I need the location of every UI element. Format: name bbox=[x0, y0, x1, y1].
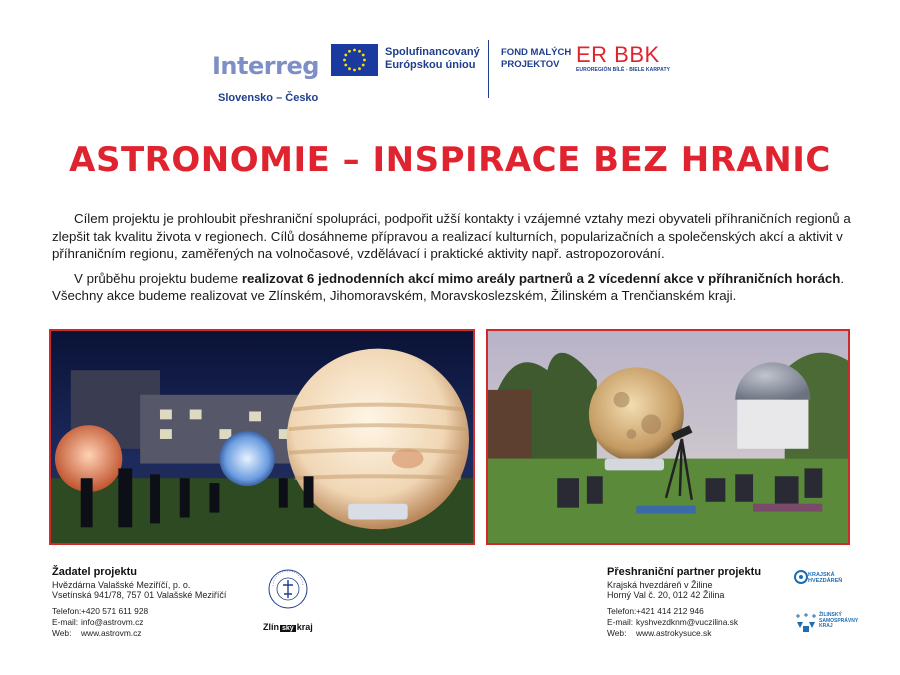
er-bbk-subtitle: EUROREGIÓN BÍLÉ - BIELE KARPATY bbox=[576, 67, 671, 73]
fond-malych-projektov-text: FOND MALÝCH PROJEKTOV bbox=[501, 47, 572, 70]
er-bbk-wordmark: ER BBK bbox=[576, 42, 660, 67]
partner-web[interactable]: www.astrokysuce.sk bbox=[636, 627, 712, 638]
intro-paragraph-1: Cílem projektu je prohloubit přeshraniční spolupráci, podpořit užší kontakty i vzájemné vztahy mezi obyvateli příhraničních regionů a zlepšit tak kvalitu života v regionech. Cílů dosáhneme přípravou a realizací kulturních, popularizačních a společenských akcí a aktivit v příhraničním regionu, zaměřených na volnočasové, vzdělávací i praktické aktivity např. astropozorování. bbox=[52, 211, 851, 262]
applicant-name: Hvězdárna Valašské Meziříčí, p. o. bbox=[52, 579, 191, 590]
applicant-contacts: Telefon: +420 571 611 928 E-mail: info@astrovm.cz Web: www.astrovm.cz bbox=[52, 605, 149, 638]
applicant-email[interactable]: info@astrovm.cz bbox=[81, 616, 144, 627]
interreg-region: Slovensko – Česko bbox=[218, 92, 319, 104]
er-bbk-logo bbox=[576, 42, 670, 73]
eu-cofinanced-text: Spolufinancovaný Európskou úniou bbox=[385, 46, 480, 71]
krajska-hvezdaren-logo-text: KRAJSKÁ HVEZDÁREŇ bbox=[808, 572, 843, 584]
applicant-phone: +420 571 611 928 bbox=[81, 605, 149, 616]
partner-phone: +421 414 212 946 bbox=[636, 605, 704, 616]
interreg-wordmark: Interreg bbox=[212, 52, 319, 80]
applicant-heading: Žadatel projektu bbox=[52, 566, 137, 578]
partner-contacts: Telefon: +421 414 212 946 E-mail: kyshvezdknm@vuczilina.sk Web: www.astrokysuce.sk bbox=[607, 605, 739, 638]
logo-divider bbox=[488, 40, 489, 98]
hvezdarna-seal-icon bbox=[267, 568, 309, 610]
interreg-logo bbox=[212, 52, 324, 80]
applicant-address: Vsetínská 941/78, 757 01 Valašské Meziříčí bbox=[52, 590, 227, 601]
photo-inflatable-planets-night bbox=[49, 329, 475, 545]
photo-moon-globe-observatory bbox=[486, 329, 850, 545]
partner-name: Krajská hvezdáreň v Žiline bbox=[607, 579, 713, 590]
intro-text bbox=[52, 210, 852, 312]
partner-heading: Přeshraniční partner projektu bbox=[607, 566, 762, 578]
partner-block bbox=[607, 567, 797, 639]
partner-address: Horný Val č. 20, 012 42 Žilina bbox=[607, 590, 725, 601]
eu-flag-icon bbox=[331, 44, 378, 76]
partner-email[interactable]: kyshvezdknm@vuczilina.sk bbox=[636, 616, 739, 627]
page-title: ASTRONOMIE – INSPIRACE BEZ HRANIC bbox=[69, 140, 831, 180]
applicant-web[interactable]: www.astrovm.cz bbox=[81, 627, 142, 638]
zilinsky-kraj-logo-text: ŽILINSKÝ SAMOSPRÁVNY KRAJ bbox=[819, 612, 859, 629]
applicant-block bbox=[52, 567, 252, 639]
intro-paragraph-2: V průběhu projektu budeme realizovat 6 jednodenních akcí mimo areály partnerů a 2 vícedenní akce v příhraničních horách. Všechny akce budeme realizovat ve Zlínském, Jihomoravském, Moravskoslezském, Žilinském a Trenčianském kraji. bbox=[52, 270, 845, 304]
zlinsky-kraj-logo: Zlín ský kraj bbox=[263, 622, 313, 632]
